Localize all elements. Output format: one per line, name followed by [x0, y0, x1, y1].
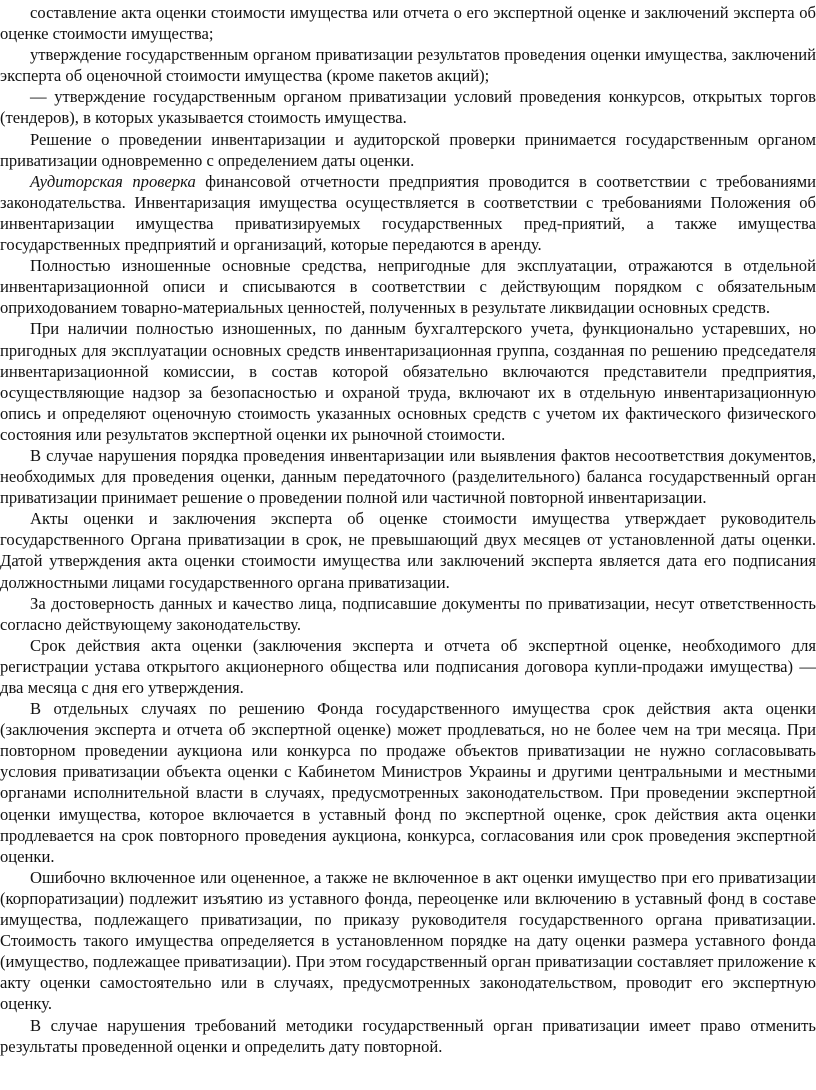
paragraph: При наличии полностью изношенных, по данным бухгалтерского учета, функционально устаревших, но пригодных для эксплуатации основных средств инвентаризационная группа, созданная по решению председателя инвентаризационной комиссии, в состав которой обязательно включаются представители предприятия, осуществляющие надзор за безопасностью и охраной труда, включают их в отдельную инвентаризационную опись и определяют оценочную стоимость указанных основных средств с учетом их фактического физического состояния или результатов экспертной оценки их рыночной стоимости. [0, 319, 816, 444]
paragraph: Решение о проведении инвентаризации и аудиторской проверки принимается государственным органом приватизации одновременно с определением даты оценки. [0, 129, 816, 170]
italic-term: Аудиторская проверка [30, 171, 196, 191]
paragraph: В отдельных случаях по решению Фонда государственного имущества срок действия акта оценки (заключения эксперта и отчета об экспертной оценке) может продлеваться, но не более чем на три месяца. При повторном проведении аукциона или конкурса по продаже объектов приватизации не нужно согласовывать условия приватизации объекта оценки с Кабинетом Министров Украины и другими центральными и местными органами исполнительной власти в случаях, предусмотренных законодательством. При проведении экспертной оценки имущества, которое включается в уставный фонд по экспертной оценке, срок действия акта оценки продлевается на срок повторного проведения аукциона, конкурса, согласования или срок проведения экспертной оценки. [0, 699, 816, 866]
paragraph: Ошибочно включенное или оцененное, а также не включенное в акт оценки имущество при его приватизации (корпоратизации) подлежит изъятию из уставного фонда, переоценке или включению в уставный фонд в составе имущества, подлежащего приватизации, по приказу руководителя государственного органа приватизации. Стоимость такого имущества определяется в установленном порядке на дату оценки размера уставного фонда (имущество, подлежащее приватизации). При этом государственный орган приватизации составляет приложение к акту оценки самостоятельно или в случаях, предусмотренных законодательством, проводит его экспертную оценку. [0, 867, 816, 1014]
paragraph: утверждение государственным органом приватизации результатов проведения оценки имущества, заключений эксперта об оценочной стоимости имущества (кроме пакетов акций); [0, 45, 816, 86]
paragraph: Акты оценки и заключения эксперта об оценке стоимости имущества утверждает руководитель государственного Органа приватизации в срок, не превышающий двух месяцев от установленной даты оценки. Датой утверждения акта оценки стоимости имущества или заключений эксперта является дата его подписания должностными лицами государственного органа приватизации. [0, 509, 816, 592]
paragraph: В случае нарушения порядка проведения инвентаризации или выявления фактов несоответствия документов, необходимых для проведения оценки, данным передаточного (разделительного) баланса государственный орган приватизации принимает решение о проведении полной или частичной повторной инвентаризации. [0, 445, 816, 508]
paragraph: За достоверность данных и качество лица, подписавшие документы по приватизации, несут ответственность согласно действующему законодательству. [0, 593, 816, 634]
paragraph: Полностью изношенные основные средства, непригодные для эксплуатации, отражаются в отдельной инвентаризационной описи и списываются в соответствии с действующим порядком с обязательным оприходованием товарно-материальных ценностей, полученных в результате ликвидации основных средств. [0, 256, 816, 318]
paragraph: Срок действия акта оценки (заключения эксперта и отчета об экспертной оценке, необходимого для регистрации устава открытого акционерного общества или подписания договора купли-продажи имущества) — два месяца с дня его утверждения. [0, 635, 816, 697]
paragraph-audit [0, 171, 816, 255]
paragraph: составление акта оценки стоимости имущества или отчета о его экспертной оценке и заключений эксперта об оценке стоимости имущества; [0, 3, 816, 44]
paragraph-text: финансовой отчетности предприятия проводится в соответствии с требованиями законодательства. Инвентаризация имущества осуществляется в соответствии с требованиями Положения об инвентаризации имущества приватизируемых государственных пред-приятий, а также имущества государственных предприятий и организаций, которые передаются в аренду. [0, 171, 816, 255]
paragraph: В случае нарушения требований методики государственный орган приватизации имеет право отменить результаты проведенной оценки и определить дату повторной. [0, 1015, 816, 1056]
paragraph: — утверждение государственным органом приватизации условий проведения конкурсов, открытых торгов (тендеров), в которых указывается стоимость имущества. [0, 87, 816, 128]
